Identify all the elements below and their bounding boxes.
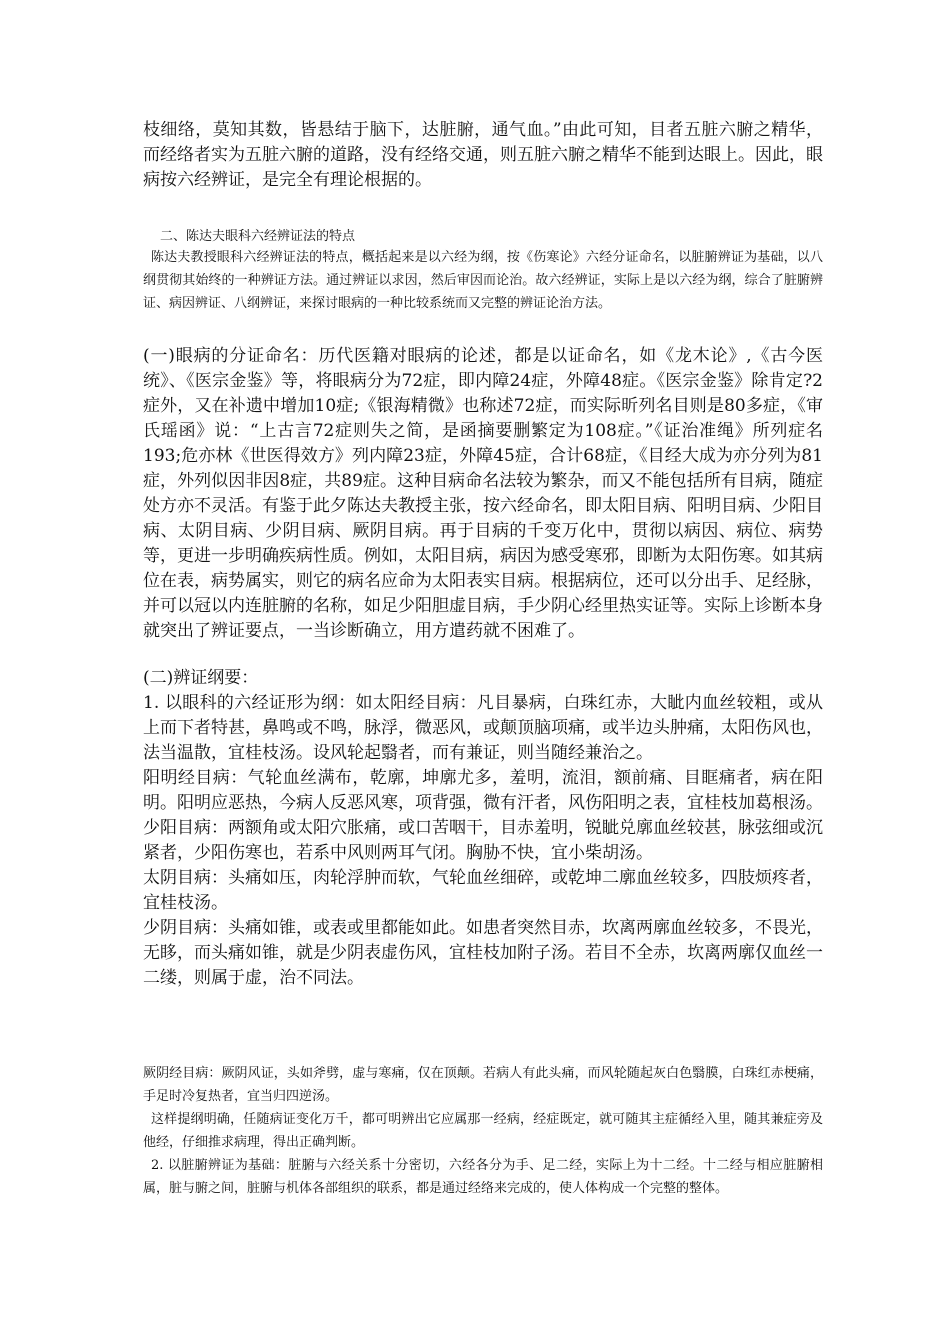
intro-block — [143, 118, 823, 193]
disease-naming-paragraph: (一)眼病的分证命名：历代医籍对眼病的论述，都是以证命名，如《龙木论》,《古今医统》、《医宗金鉴》等，将眼病分为72症，即内障24症，外障48症。《医宗金鉴》除肯定?2症外，又在补遗中增加10症;《银海精微》也称述72症，而实际昕列名目则是80多症，《审氏瑶函》说：“上古言72症则失之简，是函摘要删繁定为108症。”《证治准绳》所列症名193;危亦林《世医得效方》列内障23症，外障45症，合计68症，《目经大成为亦分列为81症，外列似因非因8症，共89症。这种目病命名法较为繁杂，而又不能包括所有目病，随症处方亦不灵活。有鉴于此夕陈达夫教授主张，按六经命名，即太阳目病、阳明目病、少阳目病、太阴目病、少阴目病、厥阴目病。再于目病的千变万化中，贯彻以病因、病位、病势等，更进一步明确疾病性质。例如，太阳目病，病因为感受寒邪，即断为太阳伤寒。如其病位在表，病势属实，则它的病名应命为太阳表实目病。根据病位，还可以分出手、足经脉，并可以冠以内连脏腑的名称，如足少阳胆虚目病，手少阴心经里热实证等。实际上诊断本身就突出了辨证要点，一当诊断确立，用方遣药就不困难了。 — [143, 346, 823, 641]
yangming-paragraph: 阳明经目病：气轮血丝满布，乾廓，坤廓尤多，羞明，流泪，额前痛、目眶痛者，病在阳明。阳明应恶热，今病人反恶风寒，项背强，微有汗者，风伤阳明之表，宜桂枝加葛根汤。 — [143, 768, 823, 813]
shaoyin-paragraph: 少阴目病：头痛如锥，或表或里都能如此。如患者突然目赤，坎离两廓血丝较多，不畏光，无眵，而头痛如锥，就是少阴表虚伤风，宜桂枝加附子汤。若目不全赤，坎离两廓仅血丝一二缕，则属于虚，治不同法。 — [143, 918, 823, 988]
disease-naming-block — [143, 344, 823, 644]
summary-paragraph: 这样提纲明确，任随病证变化万千，都可明辨出它应属那一经病，经症既定，就可随其主症循经入里，随其兼症旁及他经，仔细推求病理，得出正确判断。 — [143, 1112, 823, 1150]
taiyin-paragraph: 太阴目病：头痛如压，肉轮浮肿而软，气轮血丝细碎，或乾坤二廓血丝较多，四肢烦疼者，宜桂枝汤。 — [143, 868, 823, 913]
syndrome-outline-block — [143, 666, 823, 991]
section2-paragraph: 陈达夫教授眼科六经辨证法的特点，概括起来是以六经为纲，按《伤寒论》六经分证命名，以脏腑辨证为基础，以八纲贯彻其始终的一种辨证方法。通过辨证以求因，然后审因而论治。故六经辨证，实际上是以六经为纲，综合了脏腑辨证、病因辨证、八纲辨证，来探讨眼病的一种比较系统而又完整的辨证论治方法。 — [143, 250, 823, 311]
syndrome-outline-heading: (二)辨证纲要： — [143, 668, 259, 688]
section-heading-2: 二、陈达夫眼科六经辨证法的特点 — [160, 229, 356, 244]
jueyin-paragraph: 厥阴经目病：厥阴风证，头如斧劈，虚与寒痛，仅在顶颠。若病人有此头痛，而风轮随起灰白色翳膜，白珠红赤梗痛，手足时冷复热者，宜当归四逆汤。 — [143, 1066, 823, 1104]
shaoyang-paragraph: 少阳目病：两额角或太阳穴胀痛，或口苦咽干，目赤羞明，锐眦兑廓血丝较甚，脉弦细或沉紧者，少阳伤寒也，若系中风则两耳气闭。胸胁不快，宜小柴胡汤。 — [143, 818, 823, 863]
final-block — [143, 1062, 823, 1200]
section2-block — [143, 246, 823, 315]
zangfu-paragraph: 2. 以脏腑辨证为基础：脏腑与六经关系十分密切，六经各分为手、足二经，实际上为十二经。十二经与相应脏腑相属，脏与腑之间，脏腑与机体各部组织的联系，都是通过经络来完成的，使人体构成一个完整的整体。 — [143, 1158, 823, 1196]
taiyang-paragraph: 1. 以眼科的六经证形为纲：如太阳经目病：凡目暴病，白珠红赤，大眦内血丝较粗，或从上而下者特甚，鼻鸣或不鸣，脉浮，微恶风，或颠顶脑项痛，或半边头肿痛，太阳伤风也，法当温散，宜桂枝汤。设风轮起翳者，而有兼证，则当随经兼治之。 — [143, 693, 823, 763]
intro-paragraph: 枝细络，莫知其数，皆悬结于脑下，达脏腑，通气血。”由此可知，目者五脏六腑之精华，而经络者实为五脏六腑的道路，没有经络交通，则五脏六腑之精华不能到达眼上。因此，眼病按六经辨证，是完全有理论根据的。 — [143, 120, 823, 190]
